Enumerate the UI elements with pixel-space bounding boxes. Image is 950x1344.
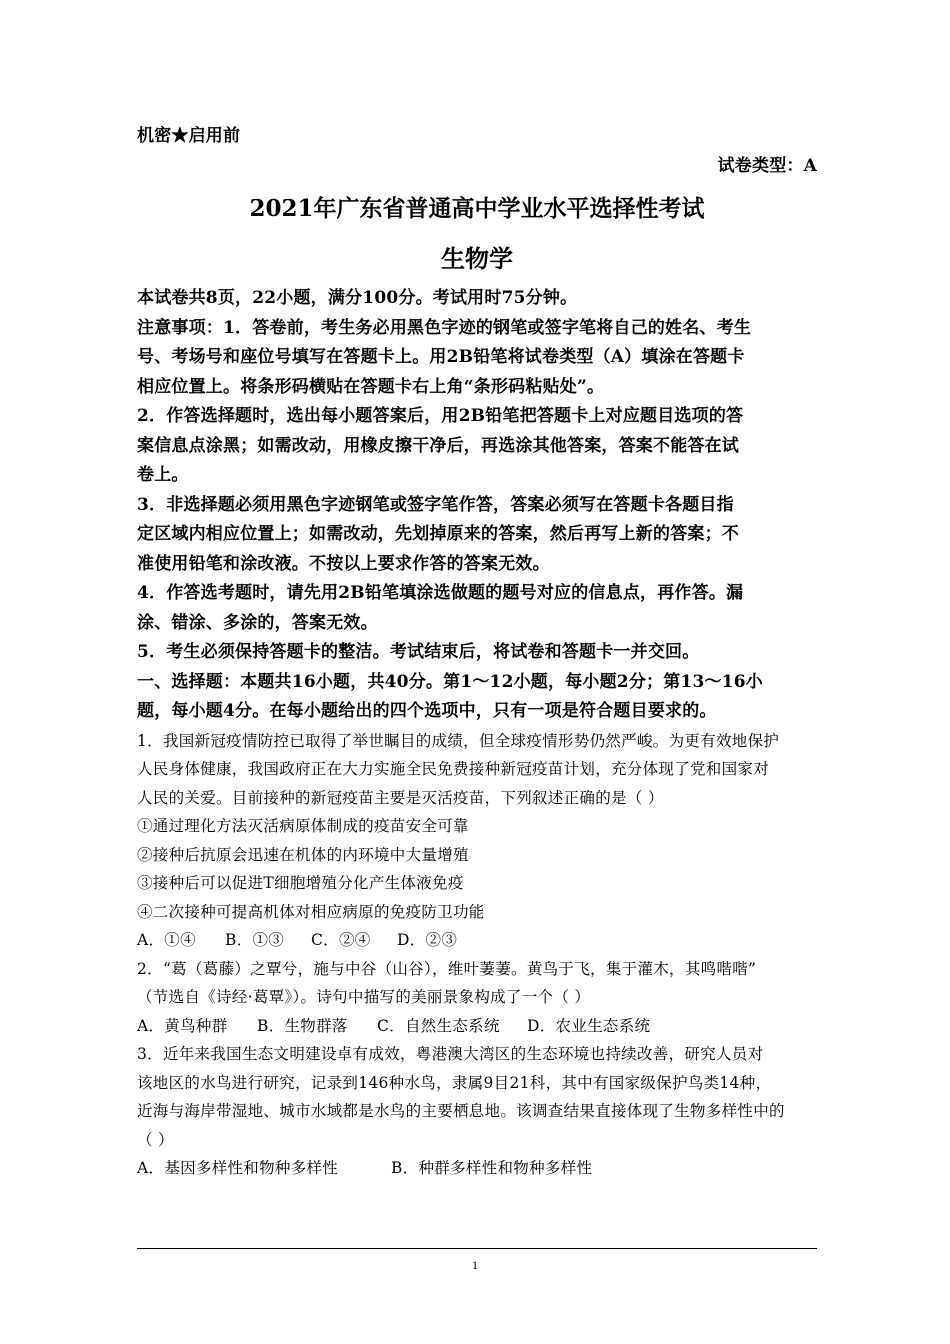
question-text: 1．我国新冠疫情防控已取得了举世瞩目的成绩，但全球疫情形势仍然严峻。为更有效地保护 xyxy=(137,731,780,750)
question-text: 近海与海岸带湿地、城市水域都是水鸟的主要栖息地。该调查结果直接体现了生物多样性中的 xyxy=(137,1102,785,1120)
question-3 xyxy=(137,1040,817,1183)
note-line: 相应位置上。将条形码横贴在答题卡右上角“条形码粘贴处”。 xyxy=(137,376,605,397)
option-d: D．农业生态系统 xyxy=(527,1016,651,1035)
option-b: B．①③ xyxy=(225,931,285,949)
option-b: B．种群多样性和物种多样性 xyxy=(391,1159,593,1177)
note-line: 4．作答选考题时，请先用2B铅笔填涂选做题的题号对应的信息点，再作答。漏 xyxy=(137,583,744,603)
question-text: 人民的关爱。目前接种的新冠疫苗主要是灭活疫苗，下列叙述正确的是（ ） xyxy=(137,788,664,807)
option-a: A．基因多样性和物种多样性 xyxy=(137,1159,339,1177)
option-a: A．①④ xyxy=(137,931,196,949)
section-heading xyxy=(137,668,817,727)
question-text: 2．“葛（葛藤）之覃兮，施与中谷（山谷），维叶萋萋。黄鸟于飞，集于灌木，其鸣喈喈” xyxy=(137,959,757,978)
note-line: 准使用铅笔和涂改液。不按以上要求作答的答案无效。 xyxy=(137,553,550,574)
statement: ②接种后抗原会迅速在机体的内环境中大量增殖 xyxy=(137,845,469,864)
question-2 xyxy=(137,955,817,1041)
instructions xyxy=(137,284,817,668)
statement: ④二次接种可提高机体对相应病原的免疫防卫功能 xyxy=(137,902,485,921)
question-text: 3．近年来我国生态文明建设卓有成效，粤港澳大湾区的生态环境也持续改善，研究人员对 xyxy=(137,1045,764,1063)
confidential-label: 机密★启用前 xyxy=(137,126,241,146)
page-content xyxy=(137,122,817,1183)
question-1 xyxy=(137,727,817,955)
exam-title: 2021年广东省普通高中学业水平选择性考试 xyxy=(249,195,705,222)
option-b: B．生物群落 xyxy=(257,1016,348,1035)
statement: ③接种后可以促进T细胞增殖分化产生体液免疫 xyxy=(137,874,464,892)
option-c: C．②④ xyxy=(311,931,371,949)
note-line: 涂、错涂、多涂的，答案无效。 xyxy=(137,612,378,633)
answer-options xyxy=(137,926,817,955)
note-line: 3．非选择题必须用黑色字迹钢笔或签字笔作答，答案必须写在答题卡各题目指 xyxy=(137,494,734,515)
note-line: 案信息点涂黑；如需改动，用橡皮擦干净后，再选涂其他答案，答案不能答在试 xyxy=(137,435,739,456)
note-line: 卷上。 xyxy=(137,465,189,485)
summary-line: 本试卷共8页，22小题，满分100分。考试用时75分钟。 xyxy=(137,288,578,308)
answer-options xyxy=(137,1012,817,1041)
section-line: 题，每小题4分。在每小题给出的四个选项中，只有一项是符合题目要求的。 xyxy=(137,701,717,721)
option-c: C．自然生态系统 xyxy=(377,1016,500,1035)
option-a: A．黄鸟种群 xyxy=(137,1016,228,1035)
question-text: 该地区的水鸟进行研究，记录到146种水鸟，隶属9目21科，其中有国家级保护鸟类14种， xyxy=(137,1073,772,1092)
subject-title: 生物学 xyxy=(441,244,513,273)
note-line: 注意事项：1．答卷前，考生务必用黑色字迹的钢笔或签字笔将自己的姓名、考生 xyxy=(137,317,752,338)
note-line: 5．考生必须保持答题卡的整洁。考试结束后，将试卷和答题卡一并交回。 xyxy=(137,642,700,662)
section-line: 一、选择题：本题共16小题，共40分。第1～12小题，每小题2分；第13～16小 xyxy=(137,671,763,692)
question-text: （节选自《诗经·葛覃》）。诗句中描写的美丽景象构成了一个（ ） xyxy=(137,988,591,1006)
question-text: （ ） xyxy=(137,1130,174,1149)
page-number: 1 xyxy=(472,1258,478,1272)
statement: ①通过理化方法灭活病原体制成的疫苗安全可靠 xyxy=(137,817,469,835)
paper-type: 试卷类型：A xyxy=(717,156,817,176)
note-line: 号、考场号和座位号填写在答题卡上。用2B铅笔将试卷类型（A）填涂在答题卡 xyxy=(137,347,745,367)
footer-divider xyxy=(137,1248,817,1249)
answer-options xyxy=(137,1154,817,1183)
question-text: 人民身体健康，我国政府正在大力实施全民免费接种新冠疫苗计划，充分体现了党和国家对 xyxy=(137,760,770,778)
note-line: 2．作答选择题时，选出每小题答案后，用2B铅笔把答题卡上对应题目选项的答 xyxy=(137,406,744,426)
option-d: D．②③ xyxy=(397,931,458,949)
note-line: 定区域内相应位置上；如需改动，先划掉原来的答案，然后再写上新的答案；不 xyxy=(137,524,739,544)
